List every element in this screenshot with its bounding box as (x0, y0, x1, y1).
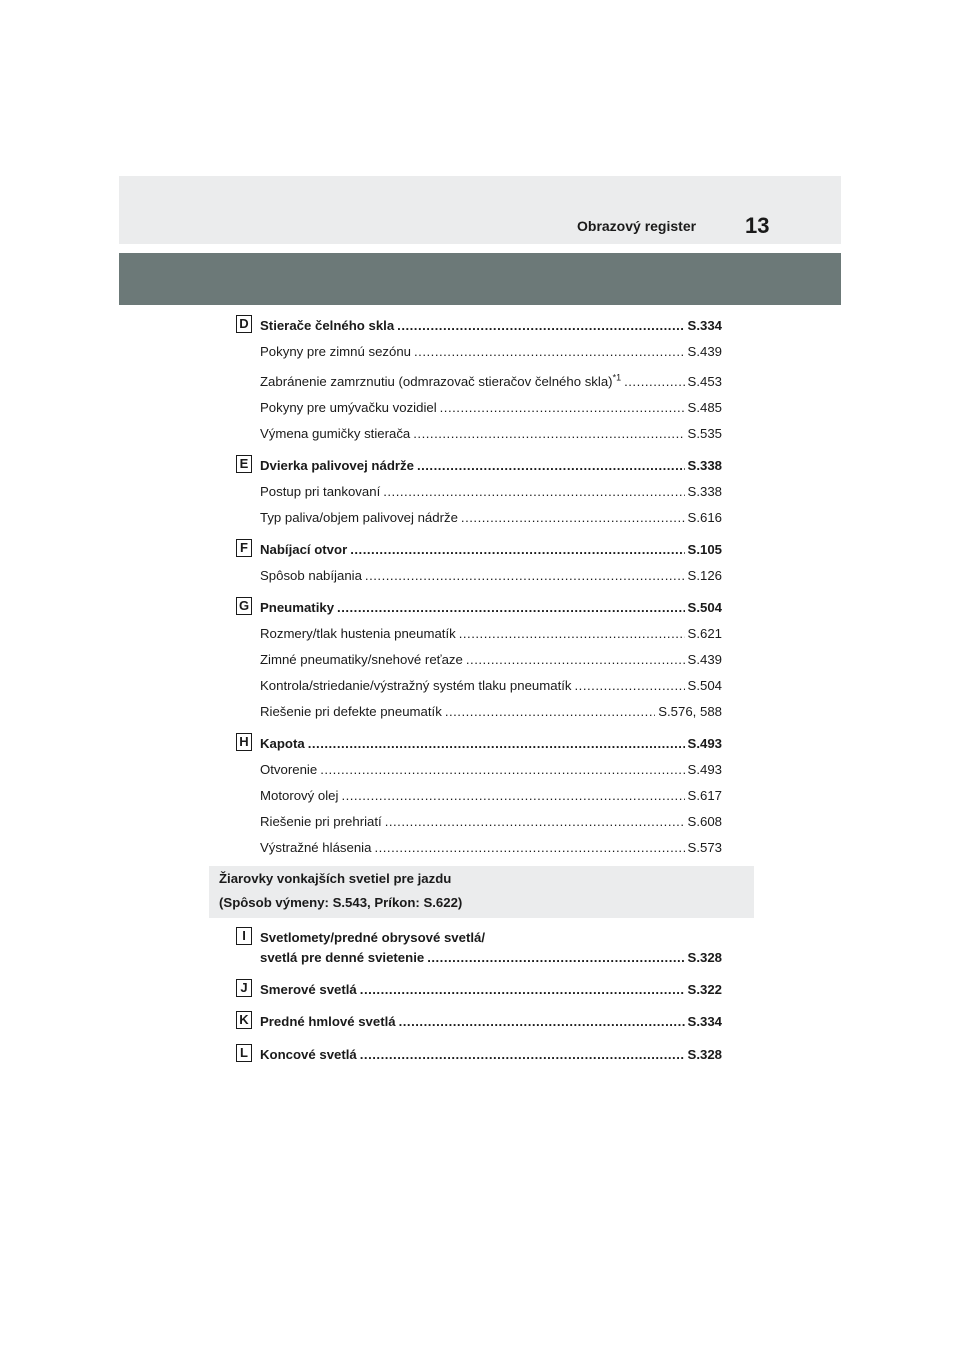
letter-marker-k: K (236, 1011, 252, 1029)
page-ref: S.493 (687, 736, 722, 751)
section-title: Obrazový register (577, 218, 697, 234)
index-entry[interactable]: Výstražné hlásenia ..... S.573 (260, 840, 722, 856)
page-ref: S.608 (687, 814, 722, 829)
letter-marker-h: H (236, 733, 252, 751)
index-entry-headlights-line1[interactable]: Svetlomety/predné obrysové svetlá/ (260, 930, 486, 945)
footnote-marker: *1 (612, 372, 622, 383)
header-band (119, 176, 841, 244)
page-ref: S.504 (687, 600, 722, 615)
page-ref: S.338 (687, 484, 722, 499)
page-ref: S.453 (687, 374, 722, 389)
page-ref: S.621 (687, 626, 722, 641)
bulbs-section-title: Žiarovky vonkajších svetiel pre jazdu (219, 871, 452, 886)
page-ref: S.328 (687, 1047, 722, 1062)
letter-marker-g: G (236, 597, 252, 615)
page-ref: S.126 (687, 568, 722, 583)
letter-marker-d: D (236, 315, 252, 333)
page-ref: S.573 (687, 840, 722, 855)
index-entry-hood[interactable]: Kapota ..... S.493 (260, 736, 722, 752)
letter-marker-f: F (236, 539, 252, 557)
index-entry-tires[interactable]: Pneumatiky ..... S.504 (260, 600, 722, 616)
index-entry[interactable]: Pokyny pre zimnú sezónu ..... S.439 (260, 344, 722, 360)
letter-marker-i: I (236, 927, 252, 945)
index-entry-wipers[interactable]: Stierače čelného skla ..... S.334 (260, 318, 722, 334)
index-entry[interactable]: Riešenie pri prehriatí ..... S.608 (260, 814, 722, 830)
illustration-band (119, 253, 841, 305)
page-ref: S.322 (687, 982, 722, 997)
index-entry[interactable]: Spôsob nabíjania ..... S.126 (260, 568, 722, 584)
index-entry-turn-signals[interactable]: Smerové svetlá ..... S.322 (260, 982, 722, 998)
index-entry-fog-lights[interactable]: Predné hmlové svetlá ..... S.334 (260, 1014, 722, 1030)
page-ref: S.439 (687, 652, 722, 667)
index-entry[interactable]: Riešenie pri defekte pneumatík ..... S.576, 588 (260, 704, 722, 720)
index-entry-charging-port[interactable]: Nabíjací otvor ..... S.105 (260, 542, 722, 558)
page-ref: S.439 (687, 344, 722, 359)
letter-marker-e: E (236, 455, 252, 473)
page-ref: S.617 (687, 788, 722, 803)
page-ref: S.334 (687, 1014, 722, 1029)
index-entry[interactable]: Rozmery/tlak hustenia pneumatík ..... S.621 (260, 626, 722, 642)
bulbs-section-subtitle: (Spôsob výmeny: S.543, Príkon: S.622) (219, 895, 463, 910)
index-entry[interactable]: Postup pri tankovaní ..... S.338 (260, 484, 722, 500)
page-ref: S.576, 588 (658, 704, 722, 719)
page-ref: S.328 (687, 950, 722, 965)
index-entry[interactable]: Pokyny pre umývačku vozidiel ..... S.485 (260, 400, 722, 416)
page-ref: S.338 (687, 458, 722, 473)
page-ref: S.535 (687, 426, 722, 441)
index-entry-fuel-door[interactable]: Dvierka palivovej nádrže ..... S.338 (260, 458, 722, 474)
index-entry[interactable]: Otvorenie ..... S.493 (260, 762, 722, 778)
index-entry-tail-lights[interactable]: Koncové svetlá ..... S.328 (260, 1047, 722, 1063)
letter-marker-j: J (236, 979, 252, 997)
page-ref: S.504 (687, 678, 722, 693)
index-entry[interactable]: Zabránenie zamrznutiu (odmrazovač stieračov čelného skla)$^{*1}$ ..... S.453 (260, 374, 722, 390)
page-ref: S.493 (687, 762, 722, 777)
index-entry[interactable]: Kontrola/striedanie/výstražný systém tlaku pneumatík ..... S.504 (260, 678, 722, 694)
page-ref: S.485 (687, 400, 722, 415)
index-entry[interactable]: Výmena gumičky stierača ..... S.535 (260, 426, 722, 442)
page-ref: S.334 (687, 318, 722, 333)
index-entry-headlights[interactable]: svetlá pre denné svietenie ..... S.328 (260, 950, 722, 966)
index-entry[interactable]: Motorový olej ..... S.617 (260, 788, 722, 804)
page-number: 13 (745, 213, 770, 238)
page-ref: S.616 (687, 510, 722, 525)
index-entry[interactable]: Typ paliva/objem palivovej nádrže ..... S.616 (260, 510, 722, 526)
letter-marker-l: L (236, 1044, 252, 1062)
index-entry[interactable]: Zimné pneumatiky/snehové reťaze ..... S.439 (260, 652, 722, 668)
page-ref: S.105 (687, 542, 722, 557)
